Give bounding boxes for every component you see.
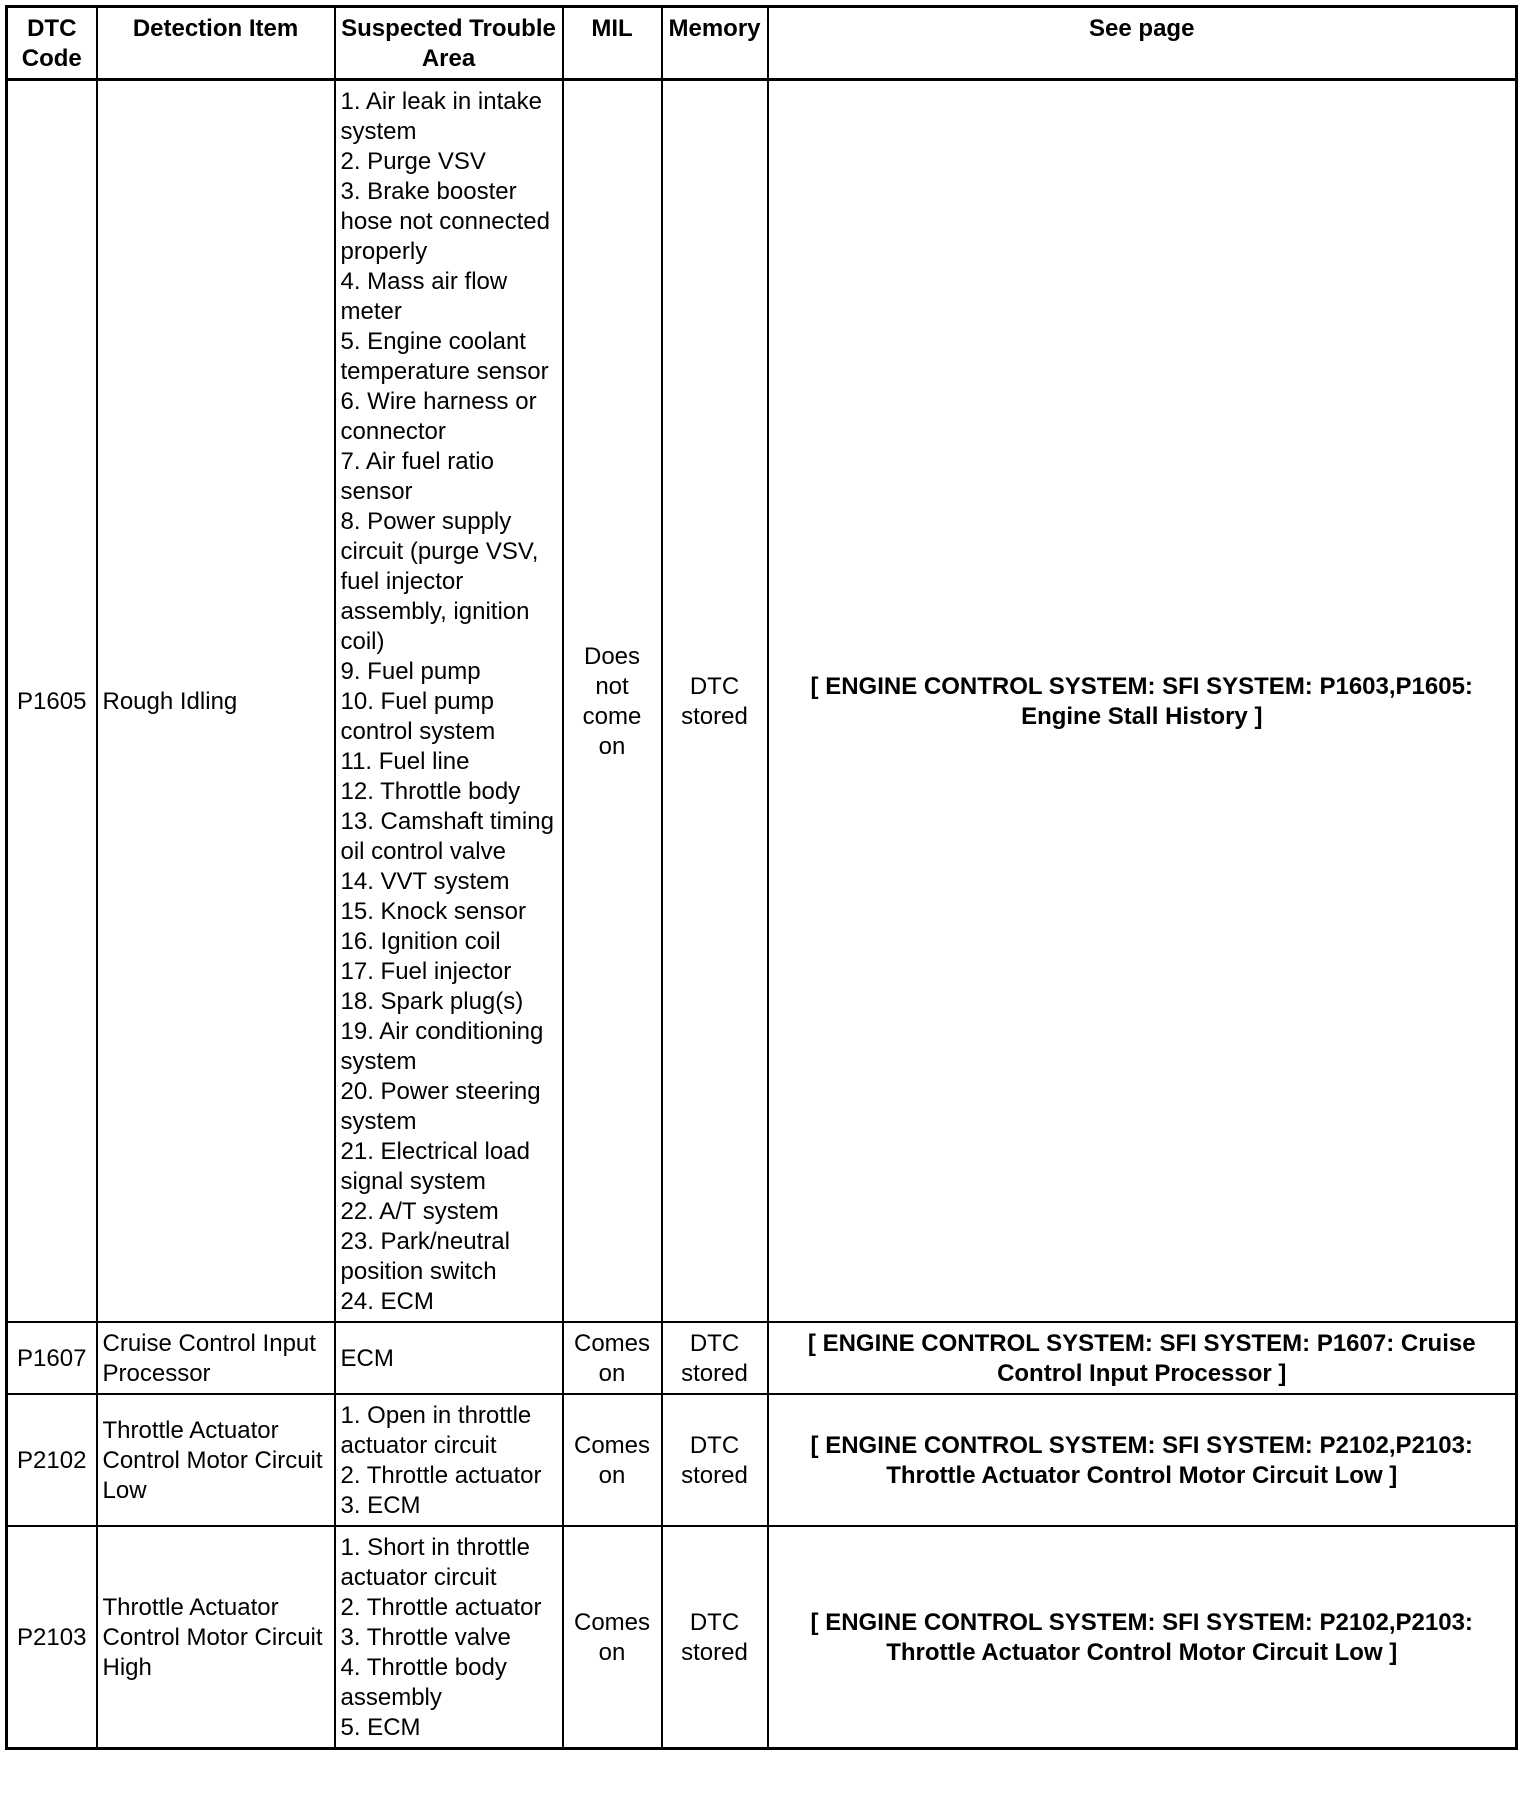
table-row-p2102: [7, 1394, 1517, 1526]
see-page-link[interactable]: [ ENGINE CONTROL SYSTEM: SFI SYSTEM: P2102,P2103: Throttle Actuator Control Motor Circuit Low ]: [768, 1394, 1517, 1526]
dtc-code-cell: P2102: [7, 1394, 97, 1526]
trouble-item: 3. Throttle valve: [340, 1624, 511, 1651]
trouble-item: 15. Knock sensor: [340, 898, 526, 925]
trouble-item: 3. Brake booster hose not connected properly: [340, 178, 550, 265]
dtc-code-cell: P1607: [7, 1322, 97, 1394]
table-row-p1607: [7, 1322, 1517, 1394]
trouble-item: 1. Air leak in intake system: [340, 88, 542, 145]
trouble-item: 2. Purge VSV: [340, 148, 486, 175]
trouble-item: 24. ECM: [340, 1288, 434, 1315]
header-memory: Memory: [662, 7, 768, 80]
mil-cell: Does not come on: [563, 80, 662, 1323]
trouble-item: 6. Wire harness or connector: [340, 388, 537, 445]
header-see-page: See page: [768, 7, 1517, 80]
trouble-item: 3. ECM: [340, 1492, 421, 1519]
trouble-item: 21. Electrical load signal system: [340, 1138, 530, 1195]
trouble-item: 12. Throttle body: [340, 778, 521, 805]
trouble-item: 10. Fuel pump control system: [340, 688, 496, 745]
header-row: [7, 7, 1517, 80]
dtc-code-cell: P2103: [7, 1526, 97, 1749]
trouble-item: 8. Power supply circuit (purge VSV, fuel injector assembly, ignition coil): [340, 508, 539, 655]
trouble-item: 11. Fuel line: [340, 748, 470, 775]
table-row-p1605: [7, 80, 1517, 1323]
detection-item-cell: Rough Idling: [97, 80, 335, 1323]
header-mil: MIL: [563, 7, 662, 80]
trouble-item: 5. Engine coolant temperature sensor: [340, 328, 549, 385]
memory-cell: DTC stored: [662, 80, 768, 1323]
dtc-table: [5, 5, 1518, 1750]
trouble-item: 2. Throttle actuator: [340, 1594, 542, 1621]
memory-cell: DTC stored: [662, 1322, 768, 1394]
header-detection-item: Detection Item: [97, 7, 335, 80]
trouble-item: 19. Air conditioning system: [340, 1018, 544, 1075]
mil-cell: Comes on: [563, 1526, 662, 1749]
trouble-item: 9. Fuel pump: [340, 658, 481, 685]
see-page-link[interactable]: [ ENGINE CONTROL SYSTEM: SFI SYSTEM: P1607: Cruise Control Input Processor ]: [768, 1322, 1517, 1394]
trouble-item: 1. Short in throttle actuator circuit: [340, 1534, 530, 1591]
suspected-trouble-area-cell: [335, 1526, 563, 1749]
mil-cell: Comes on: [563, 1322, 662, 1394]
detection-item-cell: Throttle Actuator Control Motor Circuit Low: [97, 1394, 335, 1526]
trouble-item: 13. Camshaft timing oil control valve: [340, 808, 554, 865]
memory-cell: DTC stored: [662, 1394, 768, 1526]
dtc-code-cell: P1605: [7, 80, 97, 1323]
trouble-item: 22. A/T system: [340, 1198, 499, 1225]
see-page-link[interactable]: [ ENGINE CONTROL SYSTEM: SFI SYSTEM: P2102,P2103: Throttle Actuator Control Motor Circuit Low ]: [768, 1526, 1517, 1749]
mil-cell: Comes on: [563, 1394, 662, 1526]
trouble-item: 14. VVT system: [340, 868, 510, 895]
detection-item-cell: Throttle Actuator Control Motor Circuit High: [97, 1526, 335, 1749]
trouble-item: 5. ECM: [340, 1714, 421, 1741]
suspected-trouble-area-cell: [335, 1394, 563, 1526]
trouble-item: 20. Power steering system: [340, 1078, 541, 1135]
suspected-trouble-area-cell: [335, 80, 563, 1323]
trouble-item: 18. Spark plug(s): [340, 988, 524, 1015]
trouble-item: 23. Park/neutral position switch: [340, 1228, 510, 1285]
table-row-p2103: [7, 1526, 1517, 1749]
trouble-item: 1. Open in throttle actuator circuit: [340, 1402, 532, 1459]
suspected-trouble-area-cell: [335, 1322, 563, 1394]
detection-item-cell: Cruise Control Input Processor: [97, 1322, 335, 1394]
trouble-item: 4. Throttle body assembly: [340, 1654, 507, 1711]
trouble-item: 2. Throttle actuator: [340, 1462, 542, 1489]
trouble-item: ECM: [340, 1345, 394, 1372]
trouble-item: 16. Ignition coil: [340, 928, 501, 955]
header-dtc-code: DTC Code: [7, 7, 97, 80]
see-page-link[interactable]: [ ENGINE CONTROL SYSTEM: SFI SYSTEM: P1603,P1605: Engine Stall History ]: [768, 80, 1517, 1323]
trouble-item: 4. Mass air flow meter: [340, 268, 508, 325]
header-suspected-trouble-area: Suspected Trouble Area: [335, 7, 563, 80]
memory-cell: DTC stored: [662, 1526, 768, 1749]
trouble-item: 7. Air fuel ratio sensor: [340, 448, 494, 505]
trouble-item: 17. Fuel injector: [340, 958, 512, 985]
